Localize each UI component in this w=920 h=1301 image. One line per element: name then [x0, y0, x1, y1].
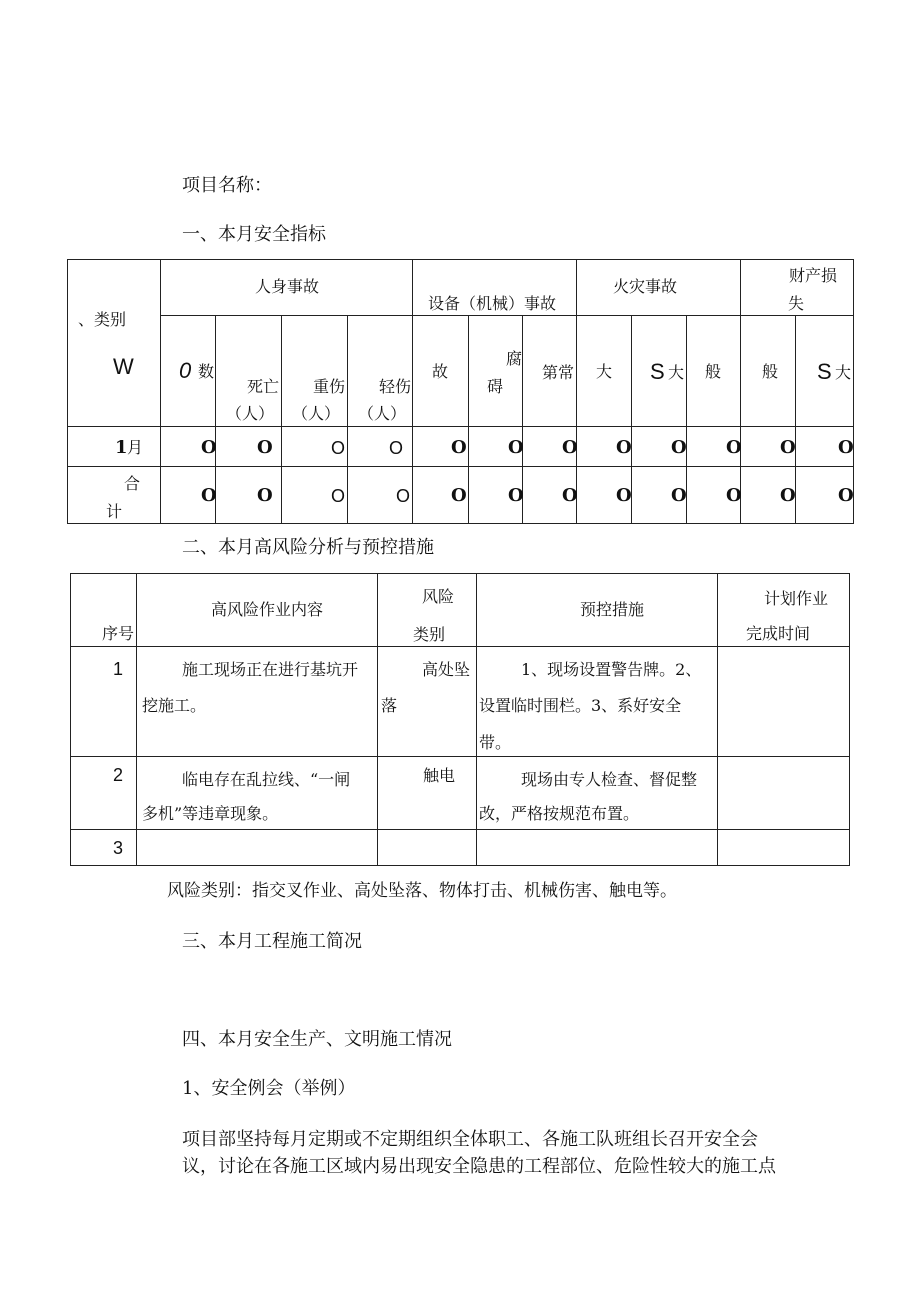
cell-prop2: O	[838, 437, 854, 458]
group-personal-accident: 人身事故	[255, 277, 320, 296]
table1-col-line	[160, 259, 161, 524]
row-measures-line1: 现场由专人检查、督促整	[521, 770, 698, 789]
subhead-fire-2-s: S	[650, 359, 665, 384]
cell-fire2: O	[671, 485, 687, 506]
risk-type-note: 风险类别：指交叉作业、高处坠落、物体打击、机械伤害、触电等。	[167, 881, 677, 901]
table2-rule-row1	[70, 756, 850, 757]
subhead-serious-injury-unit: （人）	[292, 404, 341, 423]
cell-eq1: O	[451, 437, 467, 458]
table1-border-left	[67, 259, 68, 524]
row-content-line2: 多机”等违章现象。	[142, 804, 279, 823]
table1-rule-head	[67, 426, 854, 427]
table2-border-top	[70, 573, 850, 574]
cell-fire2: O	[671, 437, 687, 458]
table2-rule-head	[70, 646, 850, 647]
group-equipment-accident: 设备（机械）事故	[428, 294, 557, 313]
row-measures-line3: 带。	[479, 733, 512, 752]
cell-death: O	[257, 485, 273, 506]
subhead-fire-1: 大	[596, 362, 613, 381]
header-risk-type-cont: 类别	[413, 625, 446, 644]
table2-border-bottom	[70, 865, 850, 866]
cell-prop1: O	[780, 485, 796, 506]
table1-col-line	[468, 315, 469, 524]
header-plan-time: 计划作业	[764, 589, 829, 608]
cell-count: O	[201, 485, 217, 506]
header-risk-type: 风险	[422, 587, 455, 606]
row-content-line1: 临电存在乱拉线、“一闸	[182, 770, 351, 789]
section1-title: 一、本月安全指标	[182, 224, 326, 245]
table2-col-line	[476, 573, 477, 866]
cell-minor: O	[396, 486, 411, 506]
section4-subheading: 1、安全例会（举例）	[182, 1078, 356, 1099]
row-month-suffix: 月	[127, 438, 144, 457]
subhead-property-2: 大	[835, 363, 852, 382]
subhead-fire-2: 大	[668, 363, 685, 382]
header-content: 高风险作业内容	[211, 600, 324, 619]
cell-eq3: O	[562, 437, 578, 458]
table1-rule-row1	[67, 466, 854, 467]
cell-prop2: O	[838, 485, 854, 506]
subhead-fire-3: 般	[705, 362, 722, 381]
group-property-loss: 财产损	[789, 266, 838, 285]
section2-title: 二、本月高风险分析与预控措施	[182, 537, 434, 558]
subhead-count-number: 0	[179, 358, 192, 383]
subhead-property-1: 般	[762, 362, 779, 381]
cell-fire3: O	[726, 485, 742, 506]
subhead-equipment-2: 腐	[506, 349, 523, 368]
body-paragraph-line1: 项目部坚持每月定期或不定期组织全体职工、各施工队班组长召开安全会	[182, 1129, 758, 1150]
table1-border-bottom	[67, 523, 854, 524]
header-seq: 序号	[102, 624, 135, 643]
category-corner-label: 、类别	[78, 310, 127, 329]
cell-death: O	[257, 437, 273, 458]
cell-fire3: O	[726, 437, 742, 458]
group-property-loss-cont: 失	[788, 294, 805, 313]
subhead-property-2-s: S	[817, 359, 832, 384]
row-seq: 3	[113, 838, 124, 858]
subhead-death: 死亡	[247, 377, 280, 396]
subhead-equipment-2-cont: 碍	[487, 377, 504, 396]
cell-eq2: O	[508, 437, 524, 458]
row-risk-line1: 高处坠	[422, 660, 471, 679]
table1-col-line	[347, 315, 348, 524]
row-content-line2: 挖施工。	[142, 696, 207, 715]
cell-serious: O	[331, 486, 346, 506]
table2-rule-row2	[70, 829, 850, 830]
header-plan-time-cont: 完成时间	[746, 624, 811, 643]
table2-col-line	[717, 573, 718, 866]
row-measures-line1: 1、现场设置警告牌。2、	[521, 660, 702, 679]
row-content-line1: 施工现场正在进行基坑开	[182, 660, 359, 679]
row-risk-line1: 触电	[423, 766, 456, 785]
row-risk-line2: 落	[381, 696, 398, 715]
row-measures-line2: 改，严格按规范布置。	[479, 804, 640, 823]
group-fire-accident: 火灾事故	[613, 277, 678, 296]
row-month-number: 1	[115, 437, 128, 458]
section3-title: 三、本月工程施工简况	[182, 931, 362, 952]
section4-title: 四、本月安全生产、文明施工情况	[182, 1029, 452, 1050]
row-seq: 2	[113, 765, 124, 785]
cell-eq3: O	[562, 485, 578, 506]
row-total-label-cont: 计	[106, 502, 123, 521]
subhead-equipment-3: 第常	[542, 363, 575, 382]
row-total-label: 合	[124, 474, 141, 493]
table1-col-line	[412, 259, 413, 524]
corner-w-mark: W	[113, 354, 134, 379]
cell-minor: O	[389, 438, 404, 458]
cell-count: O	[201, 437, 217, 458]
row-measures-line2: 设置临时围栏。3、系好安全	[479, 696, 682, 715]
subhead-serious-injury: 重伤	[313, 377, 346, 396]
table1-rule-group	[160, 315, 854, 316]
row-seq: 1	[113, 659, 124, 679]
subhead-equipment-1: 故	[432, 362, 449, 381]
table2-col-line	[377, 573, 378, 866]
cell-fire1: O	[616, 485, 632, 506]
cell-prop1: O	[780, 437, 796, 458]
body-paragraph-line2: 议，讨论在各施工区域内易出现安全隐患的工程部位、危险性较大的施工点	[182, 1156, 776, 1177]
table2-border-left	[70, 573, 71, 866]
subhead-minor-injury-unit: （人）	[358, 404, 407, 423]
table2-col-line	[136, 573, 137, 866]
cell-eq2: O	[508, 485, 524, 506]
table1-col-line	[281, 315, 282, 524]
cell-eq1: O	[451, 485, 467, 506]
project-name-label: 项目名称：	[182, 175, 272, 196]
subhead-count-label: 数	[198, 362, 215, 381]
subhead-death-unit: （人）	[226, 404, 275, 423]
subhead-minor-injury: 轻伤	[379, 377, 412, 396]
header-measures: 预控措施	[580, 600, 645, 619]
table2-border-right	[849, 573, 850, 866]
cell-fire1: O	[616, 437, 632, 458]
cell-serious: O	[331, 438, 346, 458]
table1-border-top	[67, 259, 854, 260]
